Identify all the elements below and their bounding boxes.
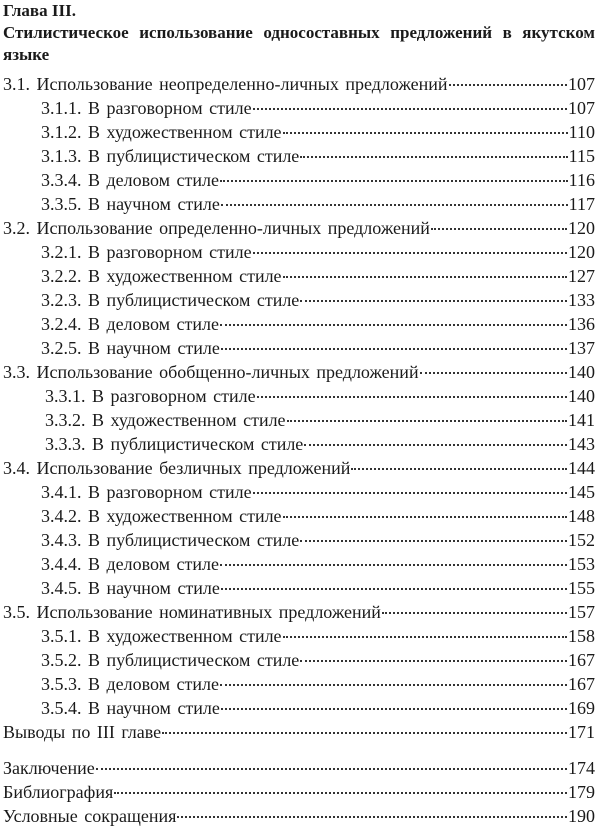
toc-entry-label: Заключение [3,758,95,778]
toc-entry [3,624,595,648]
toc-entry [3,216,595,240]
toc-entry [3,336,595,360]
toc-entry [3,576,595,600]
toc-entry [3,456,595,480]
toc-entry-label: 3.4. Использование безличных предложений [3,458,351,478]
toc-dot-leader [431,227,567,230]
toc-dot-leader [221,587,567,590]
toc-entry-label: 3.2.3. В публицистическом стиле [41,290,300,310]
toc-entry-label: Выводы по III главе [3,722,162,742]
toc-entry-page-number: 152 [568,530,595,550]
toc-dot-leader [220,563,567,566]
toc-entry-label: 3.2.5. В научном стиле [41,338,220,358]
toc-entry-label: 3.2.4. В деловом стиле [41,314,220,334]
toc-entry [3,72,595,96]
toc-entry-label: 3.3.3. В публицистическом стиле [45,434,304,454]
toc-dot-leader [382,611,567,614]
toc-entry [3,504,595,528]
toc-entry [3,804,595,828]
toc-entry-label: 3.5.3. В деловом стиле [41,674,220,694]
toc-entry-page-number: 127 [568,266,595,286]
toc-entry-label: 3.2.2. В художественном стиле [41,266,282,286]
toc-entry-label: 3.3. Использование обобщенно-личных предложений [3,362,419,382]
toc-entry [3,600,595,624]
toc-entry-page-number: 140 [568,386,595,406]
toc-entry [3,780,595,804]
toc-dot-leader [304,443,567,446]
toc-entry-page-number: 158 [568,626,595,646]
toc-entry [3,528,595,552]
toc-entry [3,480,595,504]
chapter-title: Глава III. [3,1,76,20]
toc-entry-label: 3.3.2. В художественном стиле [45,410,286,430]
toc-dot-leader [449,83,567,86]
toc-entry-page-number: 133 [568,290,595,310]
toc-entry-label: 3.5.2. В публицистическом стиле [41,650,300,670]
toc-entry [3,648,595,672]
toc-entry-label: 3.5.1. В художественном стиле [41,626,282,646]
toc-entry-label: 3.4.3. В публицистическом стиле [41,530,300,550]
toc-entry [3,96,595,120]
toc-entry-page-number: 174 [568,758,595,778]
toc-entry [3,432,595,456]
toc-entry-label: 3.3.5. В научном стиле [41,194,220,214]
toc-entry [3,264,595,288]
toc-dot-leader [96,767,567,770]
toc-dot-leader [300,539,567,542]
toc-entry-label: 3.2.1. В разговорном стиле [41,242,252,262]
toc-dot-leader [300,659,567,662]
toc-dot-leader [221,203,568,206]
toc-dot-leader [257,395,567,398]
toc-dot-leader [300,299,567,302]
toc-dot-leader [253,251,567,254]
toc-entry-label: 3.1. Использование неопределенно-личных предложений [3,74,448,94]
toc-entry [3,360,595,384]
toc-entry-page-number: 179 [568,782,595,802]
toc-entry-label: 3.3.1. В разговорном стиле [45,386,256,406]
toc-entry-page-number: 136 [568,314,595,334]
toc-entry-label: 3.4.1. В разговорном стиле [41,482,252,502]
toc-entry-label: 3.4.4. В деловом стиле [41,554,220,574]
toc-entry-page-number: 144 [568,458,595,478]
toc-entry-page-number: 167 [568,650,595,670]
toc-entry [3,192,595,216]
toc-entry-page-number: 169 [568,698,595,718]
toc-entry-page-number: 157 [568,602,595,622]
toc-entry-label: 3.3.4. В деловом стиле [41,170,220,190]
toc-entry-page-number: 120 [568,242,595,262]
toc-dot-leader [300,155,567,158]
toc-dot-leader [253,491,567,494]
toc-entry [3,312,595,336]
toc-entry [3,756,595,780]
toc-entry [3,240,595,264]
toc-entry-label: 3.2. Использование определенно-личных предложений [3,218,430,238]
toc-entry [3,408,595,432]
toc-entry-page-number: 110 [568,122,595,142]
toc-entry-label: Условные сокращения [3,806,177,826]
toc-entry-page-number: 120 [568,218,595,238]
toc-entry-page-number: 116 [568,170,595,190]
toc-entry-label: 3.4.5. В научном стиле [41,578,220,598]
toc-entry-label: 3.1.1. В разговорном стиле [41,98,252,118]
toc-entry-page-number: 171 [568,722,595,742]
toc-dot-leader [351,467,567,470]
toc-entry-page-number: 107 [568,74,595,94]
toc-entry [3,384,595,408]
toc-dot-leader [283,131,568,134]
toc-entry-page-number: 143 [568,434,595,454]
toc-dot-leader [221,347,567,350]
toc-entry-page-number: 141 [568,410,595,430]
toc-entry [3,168,595,192]
toc-entry-label: 3.4.2. В художественном стиле [41,506,282,526]
toc-entry-page-number: 155 [568,578,595,598]
toc-entry-label: 3.5. Использование номинативных предложений [3,602,381,622]
toc-dot-leader [221,707,567,710]
toc-dot-leader [162,731,567,734]
toc-dot-leader [220,323,567,326]
toc-entry-page-number: 115 [568,146,595,166]
toc-dot-leader [283,635,567,638]
toc-dot-leader [220,683,567,686]
chapter-subtitle: Стилистическое использование односоставных предложений в якутском языке [3,23,595,64]
toc-dot-leader [283,515,567,518]
toc-dot-leader [420,371,567,374]
toc-entry [3,288,595,312]
toc-entry-page-number: 167 [568,674,595,694]
toc-entry-page-number: 107 [568,98,595,118]
toc-entry-label: 3.1.3. В публицистическом стиле [41,146,300,166]
toc-entry [3,720,595,744]
toc-dot-leader [220,179,568,182]
toc-dot-leader [287,419,567,422]
toc-entry-page-number: 190 [568,806,595,826]
toc-dot-leader [114,791,567,794]
toc-entry [3,672,595,696]
toc-entry-page-number: 140 [568,362,595,382]
toc-entry-label: 3.5.4. В научном стиле [41,698,220,718]
toc-entry-label: Библиография [3,782,114,802]
toc-entry-page-number: 153 [568,554,595,574]
toc-dot-leader [253,107,567,110]
toc-entry-page-number: 148 [568,506,595,526]
toc-entry [3,120,595,144]
toc-dot-leader [283,275,567,278]
toc-entry-label: 3.1.2. В художественном стиле [41,122,282,142]
toc-entry [3,696,595,720]
toc-entry [3,144,595,168]
toc-entry-page-number: 145 [568,482,595,502]
toc-dot-leader [177,815,567,818]
toc-entry-page-number: 117 [568,194,595,214]
table-of-contents [3,72,595,828]
toc-entry [3,552,595,576]
toc-entry-page-number: 137 [568,338,595,358]
